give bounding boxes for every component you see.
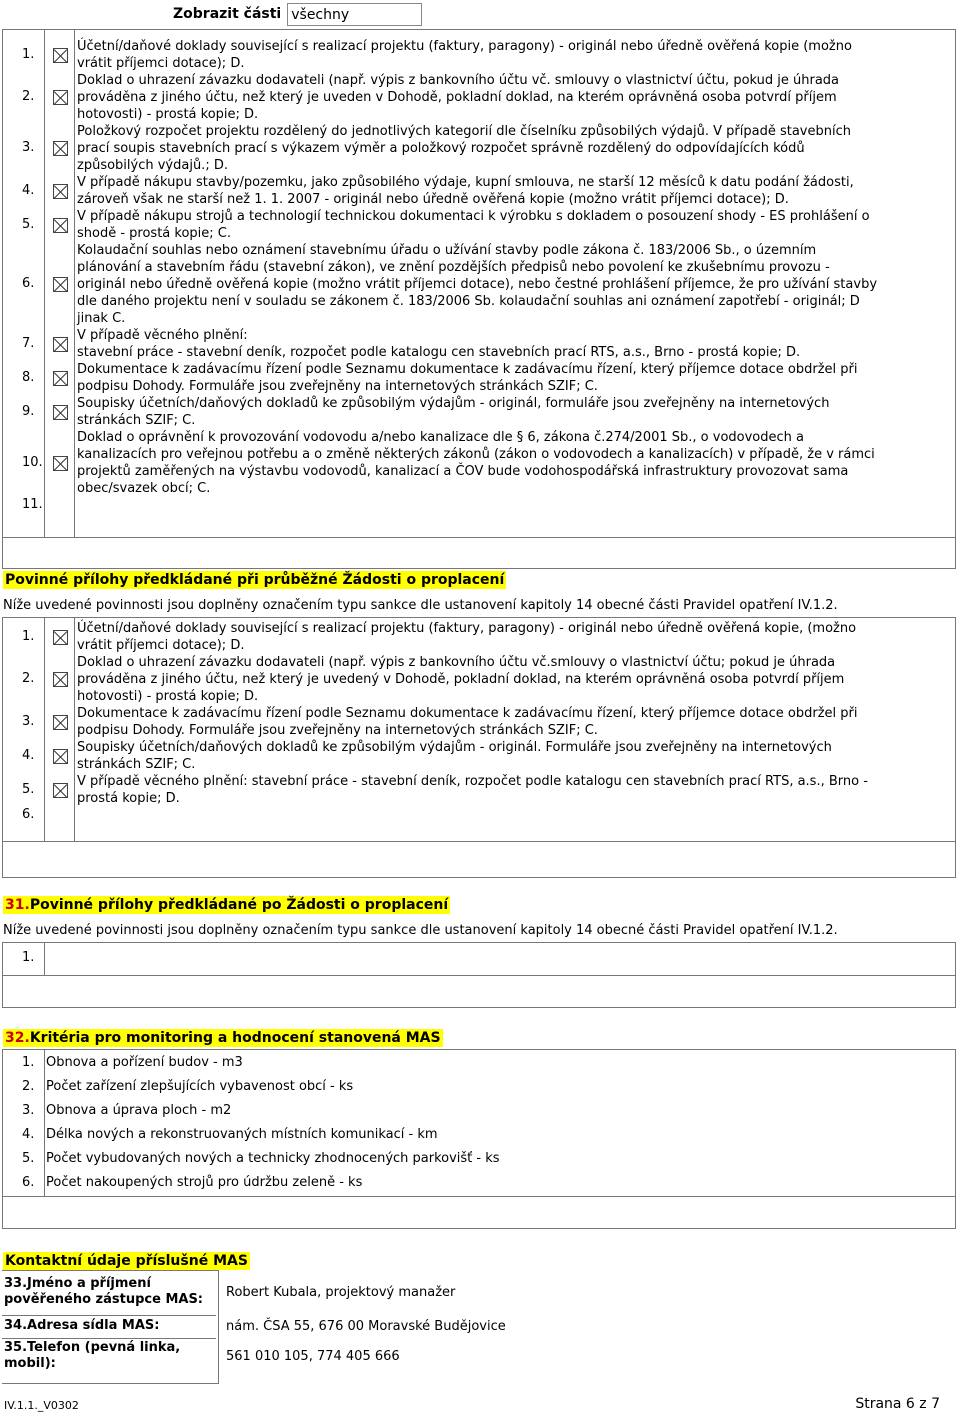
list-item-number: 11. bbox=[22, 497, 43, 512]
checkbox-checked[interactable] bbox=[53, 90, 68, 105]
footer-code: IV.1.1._V0302 bbox=[4, 1399, 79, 1412]
list-item-line: jinak C. bbox=[77, 311, 126, 326]
contact-value: nám. ČSA 55, 676 00 Moravské Budějovice bbox=[226, 1319, 506, 1334]
criteria-text: Počet zařízení zlepšujících vybavenost obcí - ks bbox=[46, 1079, 354, 1094]
contact-label: 35.Telefon (pevná linka, mobil): bbox=[4, 1340, 181, 1371]
list-item-text bbox=[77, 38, 954, 72]
list-item-line: Doklad o uhrazení závazku dodavateli (např. výpis z bankovního účtu vč.smlouvy o vlastnictví účtu; pokud je úhrada bbox=[77, 655, 836, 670]
filter-label: Zobrazit části bbox=[173, 6, 282, 22]
list-item-line: V případě nákupu stavby/pozemku, jako způsobilého výdaje, kupní smlouva, ne starší 12 měsíců k datu podání žádosti, bbox=[77, 175, 854, 190]
checkbox-checked[interactable] bbox=[53, 715, 68, 730]
list-item-text bbox=[77, 327, 954, 361]
list-item-line: hotovosti) - prostá kopie; D. bbox=[77, 689, 259, 704]
criteria-number: 3. bbox=[22, 1103, 35, 1118]
checkbox-checked[interactable] bbox=[53, 371, 68, 386]
checkbox-checked[interactable] bbox=[53, 337, 68, 352]
checkbox-checked[interactable] bbox=[53, 277, 68, 292]
list-item-line: Dokumentace k zadávacímu řízení podle Seznamu dokumentace k zadávacímu řízení, který příjemce dotace obdržel při bbox=[77, 706, 858, 721]
list-item-number: 6. bbox=[22, 276, 35, 291]
list-item-number: 1. bbox=[22, 628, 35, 644]
contact-title: Kontaktní údaje příslušné MAS bbox=[5, 1253, 248, 1269]
spacer-box bbox=[2, 538, 956, 569]
list-item-line: podpisu Dohody. Formuláře jsou zveřejněny na internetových stránkách SZIF; C. bbox=[77, 379, 598, 394]
section31-list-box bbox=[2, 942, 956, 976]
section31-note: Níže uvedené povinnosti jsou doplněny označením typu sankce dle ustanovení kapitoly 14 obecné části Pravidel opatření IV.1.2. bbox=[3, 923, 838, 938]
list-item-line: obec/svazek obcí; C. bbox=[77, 481, 211, 496]
criteria-number: 6. bbox=[22, 1175, 35, 1190]
list-item-number: 3. bbox=[22, 140, 35, 155]
criteria-text: Obnova a úprava ploch - m2 bbox=[46, 1103, 232, 1118]
contact-value: Robert Kubala, projektový manažer bbox=[226, 1285, 456, 1300]
list-item-number: 5. bbox=[22, 216, 35, 232]
checkbox-checked[interactable] bbox=[53, 405, 68, 420]
list-item-text bbox=[77, 705, 954, 739]
list-item-number: 5. bbox=[22, 781, 35, 797]
list-item-line: originál nebo úředně ověřená kopie (možno vrátit příjemci dotace), nebo čestné prohlášení příjemce, že pro užívání stavby bbox=[77, 277, 878, 292]
list-item-line: projektů zaměřených na výstavbu vodovodů, kanalizací a ČOV bude vodohospodářská infrastruktury provozovat sama bbox=[77, 464, 849, 479]
criteria-number: 4. bbox=[22, 1127, 35, 1142]
filter-bar bbox=[173, 2, 422, 26]
list-item-line: hotovosti) - prostá kopie; D. bbox=[77, 107, 259, 122]
list-item-line: prováděna z jiného účtu, než který je uveden v Dohodě, pokladní doklad, na kterém oprávněná osoba potvrdí příjem bbox=[77, 90, 837, 105]
list-item-line: V případě věcného plnění: stavební práce - stavební deník, rozpočet podle katalogu cen stavebních prací RTS, a.s., Brno - bbox=[77, 774, 868, 789]
list-item-line: dle daného projektu není v souladu se zákonem č. 183/2006 Sb. kolaudační souhlas ani oznámení zapotřebí - originál; D bbox=[77, 294, 860, 309]
spacer-box bbox=[2, 1197, 956, 1229]
criteria-number: 5. bbox=[22, 1151, 35, 1166]
footer-page: Strana 6 z 7 bbox=[855, 1396, 940, 1412]
list-item-line: Doklad o uhrazení závazku dodavateli (např. výpis z bankovního účtu vč. smlouvy o vlastnictví účtu, pokud je úhrada bbox=[77, 73, 840, 88]
list-item-number: 2. bbox=[22, 89, 35, 104]
list-item-text bbox=[77, 739, 954, 773]
list-item-line: Doklad o oprávnění k provozování vodovodu a/nebo kanalizace dle § 6, zákona č.274/2001 Sb., o vodovodech a bbox=[77, 430, 804, 445]
list-item-line: V případě věcného plnění: bbox=[77, 328, 248, 343]
criteria-number: 1. bbox=[22, 1055, 35, 1070]
contact-label: 33.Jméno a příjmení pověřeného zástupce MAS: bbox=[4, 1276, 203, 1307]
list-item-line: vrátit příjemci dotace); D. bbox=[77, 638, 245, 653]
list-item-line: stránkách SZIF; C. bbox=[77, 757, 196, 772]
column-divider bbox=[74, 30, 75, 537]
list-item-number: 1. bbox=[22, 46, 35, 62]
list-item-text bbox=[77, 620, 954, 654]
list-item-line: stránkách SZIF; C. bbox=[77, 413, 196, 428]
list-item-line: Soupisky účetních/daňových dokladů ke způsobilým výdajům - originál. Formuláře jsou zveřejněny na internetových bbox=[77, 740, 832, 755]
list-item-text bbox=[77, 429, 954, 497]
spacer-box bbox=[2, 842, 956, 878]
list-item-line: zároveň však ne starší než 1. 1. 2007 - originál nebo úředně ověřená kopie (možno vrátit příjemci dotace); D. bbox=[77, 192, 789, 207]
list-item-line: stavební práce - stavební deník, rozpočet podle katalogu cen stavebních prací RTS, a.s., Brno - prostá kopie; D. bbox=[77, 345, 801, 360]
list-item-line: Účetní/daňové doklady související s realizací projektu (faktury, paragony) - originál nebo úředně ověřená kopie, (možno bbox=[77, 621, 857, 636]
contact-label: 34.Adresa sídla MAS: bbox=[4, 1318, 160, 1333]
section-title-32: 32.Kritéria pro monitoring a hodnocení stanovená MAS bbox=[5, 1030, 441, 1046]
checkbox-checked[interactable] bbox=[53, 749, 68, 764]
checkbox-checked[interactable] bbox=[53, 48, 68, 63]
list-item-number: 8. bbox=[22, 369, 35, 385]
criteria-text: Počet vybudovaných nových a technicky zhodnocených parkovišť - ks bbox=[46, 1151, 500, 1166]
list-item-line: prováděna z jiného účtu, než který je uvedený v Dohodě, pokladní doklad, na kterém oprávněná osoba potvrdí příjem bbox=[77, 672, 845, 687]
list-item-number: 10. bbox=[22, 454, 43, 470]
list-item-number: 2. bbox=[22, 671, 35, 686]
list-item-number: 9. bbox=[22, 403, 35, 419]
checkbox-checked[interactable] bbox=[53, 630, 68, 645]
checkbox-checked[interactable] bbox=[53, 672, 68, 687]
checkbox-checked[interactable] bbox=[53, 218, 68, 233]
list-item-text bbox=[77, 654, 954, 705]
list-item-line: vrátit příjemci dotace); D. bbox=[77, 56, 245, 71]
criteria-text: Délka nových a rekonstruovaných místních komunikací - km bbox=[46, 1127, 438, 1142]
list-item-text bbox=[77, 174, 954, 208]
criteria-text: Počet nakoupených strojů pro údržbu zeleně - ks bbox=[46, 1175, 363, 1190]
list-item-number: 6. bbox=[22, 807, 35, 822]
list-item-text bbox=[77, 242, 954, 327]
list-item-number: 4. bbox=[22, 747, 35, 763]
list-item-line: podpisu Dohody. Formuláře jsou zveřejněny na internetových stránkách SZIF; C. bbox=[77, 723, 598, 738]
list-item-text bbox=[77, 208, 954, 242]
list-item-line: Položkový rozpočet projektu rozdělený do jednotlivých kategorií dle číselníku způsobilých výdajů. V případě stavebních bbox=[77, 124, 851, 139]
contact-value: 561 010 105, 774 405 666 bbox=[226, 1349, 400, 1364]
section-title-prubezne: Povinné přílohy předkládané při průběžné Žádosti o proplacení bbox=[5, 572, 505, 588]
filter-select[interactable]: všechny bbox=[287, 3, 422, 26]
checkbox-checked[interactable] bbox=[53, 184, 68, 199]
checkbox-checked[interactable] bbox=[53, 783, 68, 798]
column-divider bbox=[44, 30, 45, 537]
list-item-line: plánování a stavebním řádu (stavební zákon), ve znění pozdějších předpisů nebo povolení ke zkušebnímu provozu - bbox=[77, 260, 830, 275]
checkbox-checked[interactable] bbox=[53, 456, 68, 471]
list-item-line: Kolaudační souhlas nebo oznámení stavebnímu úřadu o užívání stavby podle zákona č. 183/2006 Sb., o územním bbox=[77, 243, 817, 258]
list-item-number: 1. bbox=[22, 950, 35, 965]
list-item-text bbox=[77, 395, 954, 429]
list-item-number: 4. bbox=[22, 182, 35, 198]
list-item-number: 3. bbox=[22, 713, 35, 729]
list-item-line: Účetní/daňové doklady související s realizací projektu (faktury, paragony) - originál nebo úředně ověřená kopie (možno bbox=[77, 39, 852, 54]
list-item-number: 7. bbox=[22, 335, 35, 351]
list-item-text bbox=[77, 361, 954, 395]
list-item-line: shodě - prostá kopie; C. bbox=[77, 226, 232, 241]
list-item-line: kanalizacích pro veřejnou potřebu a o změně některých zákonů (zákon o vodovodech a kanalizacích) v případě, že v rámci bbox=[77, 447, 875, 462]
list-item-line: způsobilých výdajů.; D. bbox=[77, 158, 228, 173]
criteria-text: Obnova a pořízení budov - m3 bbox=[46, 1055, 243, 1070]
criteria-number: 2. bbox=[22, 1079, 35, 1094]
section-note: Níže uvedené povinnosti jsou doplněny označením typu sankce dle ustanovení kapitoly 14 obecné části Pravidel opatření IV.1.2. bbox=[3, 598, 838, 613]
list-item-text bbox=[77, 773, 954, 807]
list-item-text bbox=[77, 123, 954, 174]
section-title-31: 31.Povinné přílohy předkládané po Žádosti o proplacení bbox=[5, 897, 449, 913]
list-item-line: Soupisky účetních/daňových dokladů ke způsobilým výdajům - originál, formuláře jsou zveřejněny na internetových bbox=[77, 396, 830, 411]
list-item-line: prostá kopie; D. bbox=[77, 791, 180, 806]
list-item-line: V případě nákupu strojů a technologií technickou dokumentaci k výrobku s dokladem o posouzení shody - ES prohlášení o bbox=[77, 209, 870, 224]
checkbox-checked[interactable] bbox=[53, 141, 68, 156]
list-item-line: Dokumentace k zadávacímu řízení podle Seznamu dokumentace k zadávacímu řízení, který příjemce dotace obdržel při bbox=[77, 362, 858, 377]
spacer-box bbox=[2, 976, 956, 1008]
list-item-line: prací soupis stavebních prací s výkazem výměr a položkový rozpočet správně rozdělený do odpovídajících kódů bbox=[77, 141, 805, 156]
list-item-text bbox=[77, 72, 954, 123]
